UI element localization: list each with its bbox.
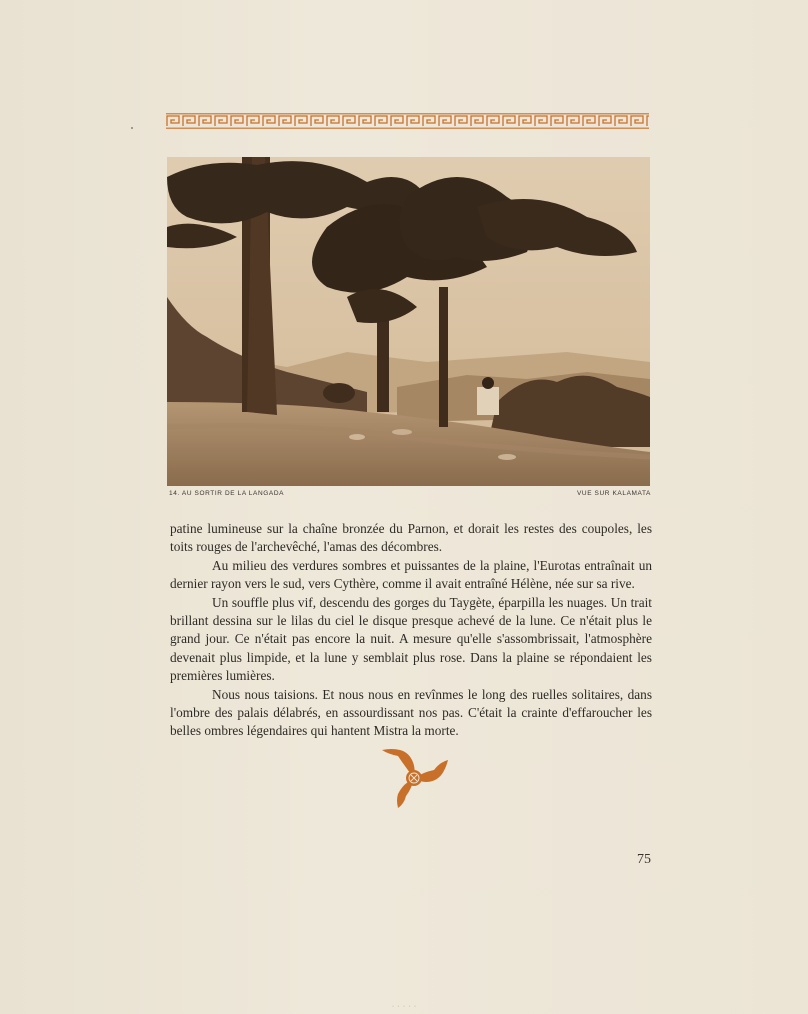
- landscape-photograph: [167, 157, 650, 486]
- page-number: 75: [637, 852, 651, 867]
- paragraph-2: Au milieu des verdures sombres et puissantes de la plaine, l'Eurotas entraînait un dernier rayon vers le sud, vers Cythère, comme il avait entraîné Hélène, née sur sa rive.: [170, 557, 652, 592]
- body-text: [170, 520, 652, 741]
- photo-caption-left: 14. AU SORTIR DE LA LANGADA: [169, 490, 285, 497]
- greek-key-border: [166, 113, 649, 129]
- winged-triskelion-ornament: [376, 746, 452, 810]
- paragraph-3: Un souffle plus vif, descendu des gorges du Taygète, éparpilla les nuages. Un trait brillant dessina sur le lilas du ciel le disque presque achevé de la lune. Ce n'était plus le grand jour. Ce n'était pas encore la nuit. A mesure qu'elle s'assombrissait, l'atmosphère devenait plus limpide, et la lune y semblait plus rose. Dans la plaine se répondaient les premières lumières.: [170, 594, 652, 684]
- paper-speck: [131, 127, 133, 129]
- paragraph-4: Nous nous taisions. Et nous nous en revînmes le long des ruelles solitaires, dans l'ombre des palais délabrés, en assourdissant nos pas. C'était la crainte d'effaroucher les belles ombres légendaires qui hantent Mistra la morte.: [170, 686, 652, 739]
- footer-print-mark: · · · · ·: [392, 1004, 417, 1010]
- photo-caption-right: VUE SUR KALAMATA: [576, 490, 651, 497]
- paragraph-1: patine lumineuse sur la chaîne bronzée du Parnon, et dorait les restes des coupoles, les toits rouges de l'archevêché, l'amas des décombres.: [170, 521, 652, 555]
